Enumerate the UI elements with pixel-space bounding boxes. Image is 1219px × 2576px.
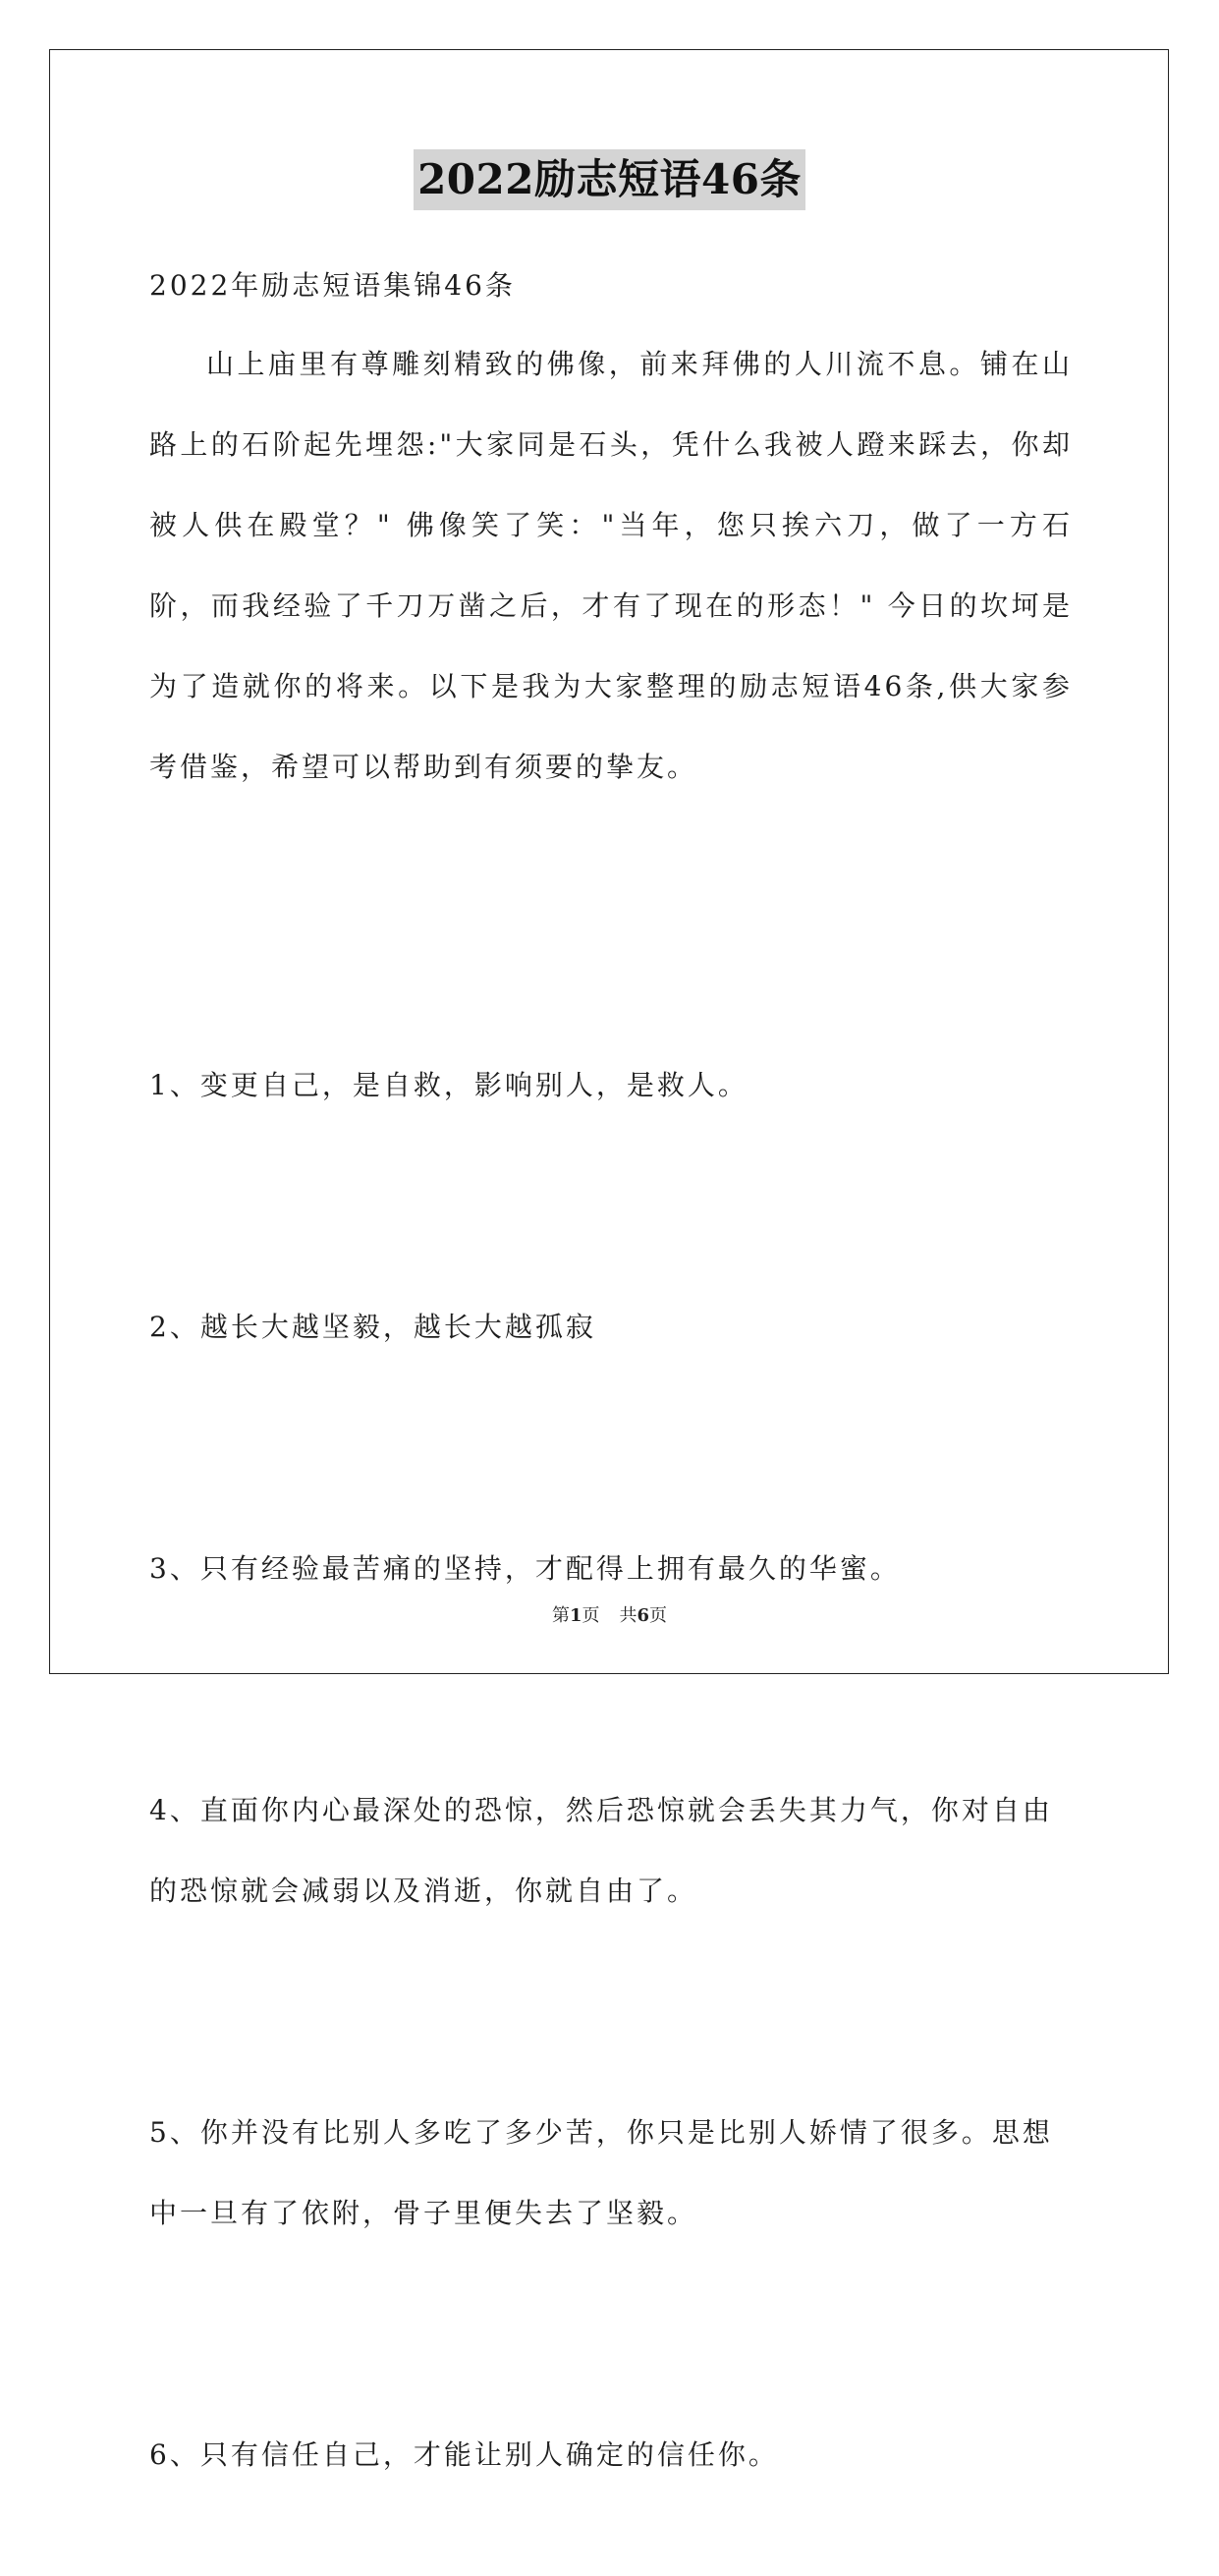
intro-paragraph: 山上庙里有尊雕刻精致的佛像，前来拜佛的人川流不息。铺在山路上的石阶起先埋怨:"大家同是石头，凭什么我被人蹬来踩去，你却被人供在殿堂？" 佛像笑了笑："当年，您只挨六刀，做了一方石阶，而我经验了千刀万凿之后，才有了现在的形态！" 今日的坎坷是为了造就你的将来。以下是我为大家整理的励志短语46条,供大家参考借鉴，希望可以帮助到有须要的挚友。 (149, 348, 1073, 783)
list-item: 1、变更自己，是自救，影响别人，是救人。 (149, 1069, 748, 1101)
quote-list (149, 884, 1073, 2576)
list-item: 6、只有信任自己，才能让别人确定的信任你。 (149, 2438, 779, 2471)
current-page-number: 1 (569, 1605, 582, 1626)
list-item: 3、只有经验最苦痛的坚持，才配得上拥有最久的华蜜。 (149, 1552, 901, 1585)
total-page-number: 6 (637, 1605, 650, 1626)
page-suffix: 页 (582, 1605, 600, 1626)
document-subtitle: 2022年励志短语集锦46条 (149, 269, 516, 302)
document-title: 2022励志短语46条 (414, 149, 805, 210)
page-prefix: 第 (551, 1605, 570, 1626)
title-container (0, 149, 1219, 210)
total-prefix: 共 (619, 1605, 637, 1626)
list-item: 2、越长大越坚毅，越长大越孤寂 (149, 1311, 596, 1343)
list-item: 5、你并没有比别人多吃了多少苦，你只是比别人娇情了很多。思想中一旦有了依附，骨子里便失去了坚毅。 (149, 2116, 1053, 2229)
total-suffix: 页 (649, 1605, 668, 1626)
page-footer (0, 1601, 1219, 1627)
list-item: 4、直面你内心最深处的恐惊，然后恐惊就会丢失其力气，你对自由的恐惊就会减弱以及消逝，你就自由了。 (149, 1794, 1053, 1907)
